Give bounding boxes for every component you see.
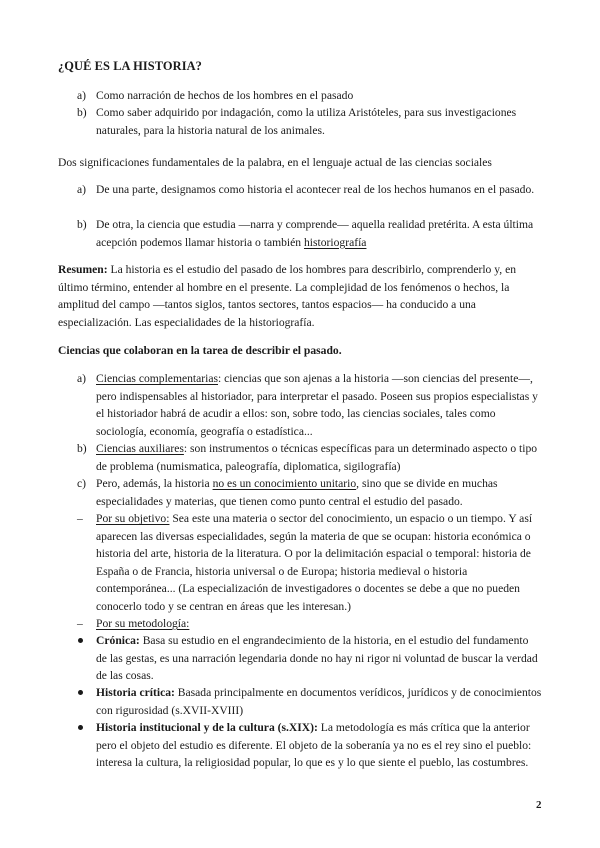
list-item-text: Ciencias complementarias: ciencias que son ajenas a la historia —son ciencias del presente—, pero indispensables al historiador, para interpretar el pasado. Poseen sus propios especialistas y el historiador habrá de acudir a ellos: son, sobre todo, las ciencias sociales, tales como sociología, economía, geografía o estadística... [96,372,538,438]
list-marker: b) [77,218,87,231]
list-marker: b) [77,106,87,119]
list-marker: c) [77,477,87,490]
page-number: 2 [536,799,542,811]
underlined-term: Ciencias auxiliares [96,442,184,455]
list-item-text: Crónica: Basa su estudio en el engrandecimiento de la historia, en el estudio del fundamento de las gestas, es una narración legendaria donde no hay ni rigor ni voluntad de buscar la verdad de las cosas. [96,634,538,683]
summary-label: Resumen: [58,263,108,276]
bullet-icon [78,725,83,730]
section-heading: Ciencias que colaboran en la tarea de describir el pasado. [58,344,342,357]
list-item-text: Como saber adquirido por indagación, como la utiliza Aristóteles, para sus investigaciones naturales, para la historia natural de los animales. [96,106,517,137]
bullet-icon [78,638,83,643]
list-marker: – [77,617,83,630]
underlined-term: Por su metodología: [96,617,190,630]
bullet-label: Crónica: [96,634,140,647]
list-item-text: De otra, la ciencia que estudia —narra y comprende— aquella realidad pretérita. A esta última acepción podemos llamar historia o también historiografía [96,218,534,249]
list-marker: a) [77,183,87,196]
list-item-text: De una parte, designamos como historia el acontecer real de los hechos humanos en el pasado. [96,183,535,196]
list-marker: b) [77,442,87,455]
list-item-text: Por su objetivo: Sea este una materia o sector del conocimiento, un espacio o un tiempo. Y así aparecen las diversas especialidades, según la materia de que se ocupan: historia económica o historia del arte, historia de la literatura. O por la delimitación espacial o temporal: historia de España o de Francia, historia universal o de Europa; historia medieval o historia contemporánea... (La especialización de investigadores o docentes se debe a que no pueden conocerlo todo y se centran en áreas que les interesan.) [96,512,533,613]
bullet-label: Historia institucional y de la cultura (s.XIX): [96,721,318,734]
underlined-term: no es un conocimiento unitario [212,477,357,490]
list-marker: a) [77,89,87,102]
underlined-term: Por su objetivo: [96,512,170,525]
list-item-text: Como narración de hechos de los hombres en el pasado [96,89,354,102]
bullet-icon [78,690,83,695]
underlined-term: Ciencias complementarias [96,372,219,385]
list-item-text: Ciencias auxiliares: son instrumentos o técnicas específicas para un determinado aspecto o tipo de problema (numismatica, paleografía, diplomatica, sigilografía) [96,442,538,473]
bullet-label: Historia crítica: [96,686,175,699]
paragraph: Dos significaciones fundamentales de la palabra, en el lenguaje actual de las ciencias sociales [58,156,492,169]
summary-paragraph: Resumen: La historia es el estudio del pasado de los hombres para describirlo, comprenderlo y, en último término, entender al hombre en el presente. La complejidad de los fenómenos o hechos, la amplitud del campo —tantos siglos, tantos sectores, tantos espacios— ha conducido a una especialización. Las especialidades de la historiografía. [58,263,517,329]
list-item-text: Pero, además, la historia no es un conocimiento unitario, sino que se divide en muchas especialidades y materias, que tienen como punto central el estudio del pasado. [96,477,498,508]
list-item-text: Historia crítica: Basada principalmente en documentos verídicos, jurídicos y de conocimientos con rigurosidad (s.XVII-XVIII) [96,686,542,717]
list-marker: a) [77,372,87,385]
underlined-term: historiografía [303,235,367,249]
list-item-text: Historia institucional y de la cultura (s.XIX): La metodología es más crítica que la anterior pero el objeto del estudio es diferente. El objeto de la soberanía ya no es el rey sino el pueblo: interesa la cultura, la religiosidad popular, lo que es y lo que siente el pueblo, las costumbres. [96,721,532,770]
list-item-text [96,615,542,633]
list-marker: – [77,512,83,525]
page-title: ¿QUÉ ES LA HISTORIA? [58,59,202,73]
